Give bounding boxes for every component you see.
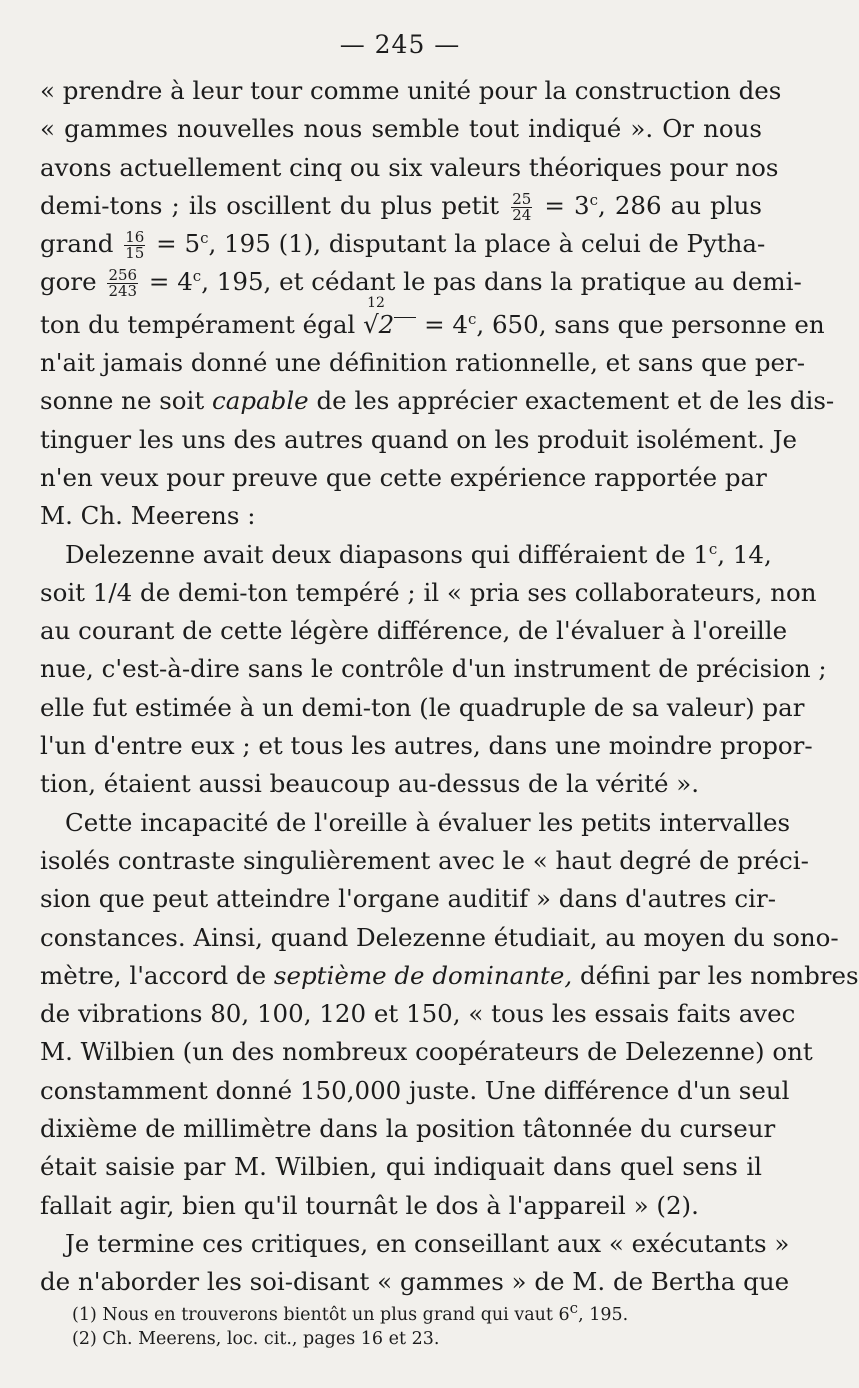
text-line-italic: mètre, l'accord de septième de dominante, défini par les nombres (40, 960, 859, 990)
page-number: — 245 — (339, 30, 461, 59)
text-line: elle fut estimée à un demi-ton (le quadruple de sa valeur) par (40, 692, 805, 722)
text-line: de vibrations 80, 100, 120 et 150, « tous les essais faits avec (40, 999, 796, 1029)
text-line: l'un d'entre eux ; et tous les autres, dans une moindre propor- (40, 731, 813, 761)
footnote-1: (1) Nous en trouverons bientôt un plus grand qui vaut 6$^c$, 195. (72, 1299, 629, 1325)
text-line-fraction-25-24: demi-tons ; ils oscillent du plus petit $\frac{25}{24}$ = $3^c$, 286 au plus (40, 189, 763, 224)
text-line-italic: sonne ne soit capable de les apprécier exactement et de les dis- (40, 386, 835, 416)
body-text (40, 72, 859, 1302)
text-line: nue, c'est-à-dire sans le contrôle d'un instrument de précision ; (40, 654, 827, 684)
text-line: était saisie par M. Wilbien, qui indiquait dans quel sens il (40, 1152, 762, 1182)
text-line-fraction-16-15: grand $\frac{16}{15}$ = $5^c$, 195 (1), disputant la place à celui de Pytha- (40, 228, 766, 263)
text-line: soit 1/4 de demi-ton tempéré ; il « pria ses collaborateurs, non (40, 577, 817, 607)
text-line: sion que peut atteindre l'organe auditif » dans d'autres cir- (40, 884, 776, 914)
text-line: de n'aborder les soi-disant « gammes » de M. de Bertha que (40, 1267, 790, 1297)
text-line: tinguer les uns des autres quand on les produit isolément. Je (40, 424, 798, 454)
text-line: isolés contraste singulièrement avec le « haut degré de préci- (40, 845, 809, 875)
text-line-radical: ton du tempérament égal 12 $√2 = 4^c$, 650, sans que personne en (40, 306, 762, 344)
text-line-paragraph-start: Cette incapacité de l'oreille à évaluer les petits intervalles (65, 807, 791, 837)
fraction-25-24: $\frac{25}{24}$ (512, 189, 532, 224)
text-line-paragraph-start: Je termine ces critiques, en conseillant aux « exécutants » (65, 1228, 790, 1258)
text-line: au courant de cette légère différence, de l'évaluer à l'oreille (40, 616, 788, 646)
text-line: fallait agir, bien qu'il tournât le dos à l'appareil » (2). (40, 1190, 699, 1220)
fraction-256-243: $\frac{256}{243}$ (108, 266, 138, 301)
twelfth-root-of-two: 12 √2 (363, 306, 416, 344)
text-line: avons actuellement cinq ou six valeurs théoriques pour nos (40, 152, 779, 182)
text-line: « prendre à leur tour comme unité pour la construction des (40, 76, 782, 105)
text-line: dixième de millimètre dans la position tâtonnée du curseur (40, 1114, 776, 1144)
text-line: « gammes nouvelles nous semble tout indiqué ». Or nous (40, 114, 762, 144)
text-line-fraction-256-243: gore $\frac{256}{243}$ = $4^c$, 195, et cédant le pas dans la pratique au demi- (40, 266, 802, 301)
footnote-2: (2) Ch. Meerens, loc. cit., pages 16 et 23. (72, 1329, 440, 1349)
text-line: constances. Ainsi, quand Delezenne étudiait, au moyen du sono- (40, 922, 839, 952)
text-line: constamment donné 150,000 juste. Une différence d'un seul (40, 1075, 790, 1105)
text-line-paragraph-start: Delezenne avait deux diapasons qui différaient de 1$^c$, 14, (65, 539, 772, 569)
text-line: n'ait jamais donné une définition rationnelle, et sans que per- (40, 348, 806, 378)
fraction-16-15: $\frac{16}{15}$ (125, 228, 145, 263)
text-line: M. Wilbien (un des nombreux coopérateurs de Delezenne) ont (40, 1037, 813, 1067)
text-line: tion, étaient aussi beaucoup au-dessus de la vérité ». (40, 769, 700, 799)
text-line: n'en veux pour preuve que cette expérience rapportée par (40, 462, 767, 492)
text-line: M. Ch. Meerens : (40, 501, 256, 531)
